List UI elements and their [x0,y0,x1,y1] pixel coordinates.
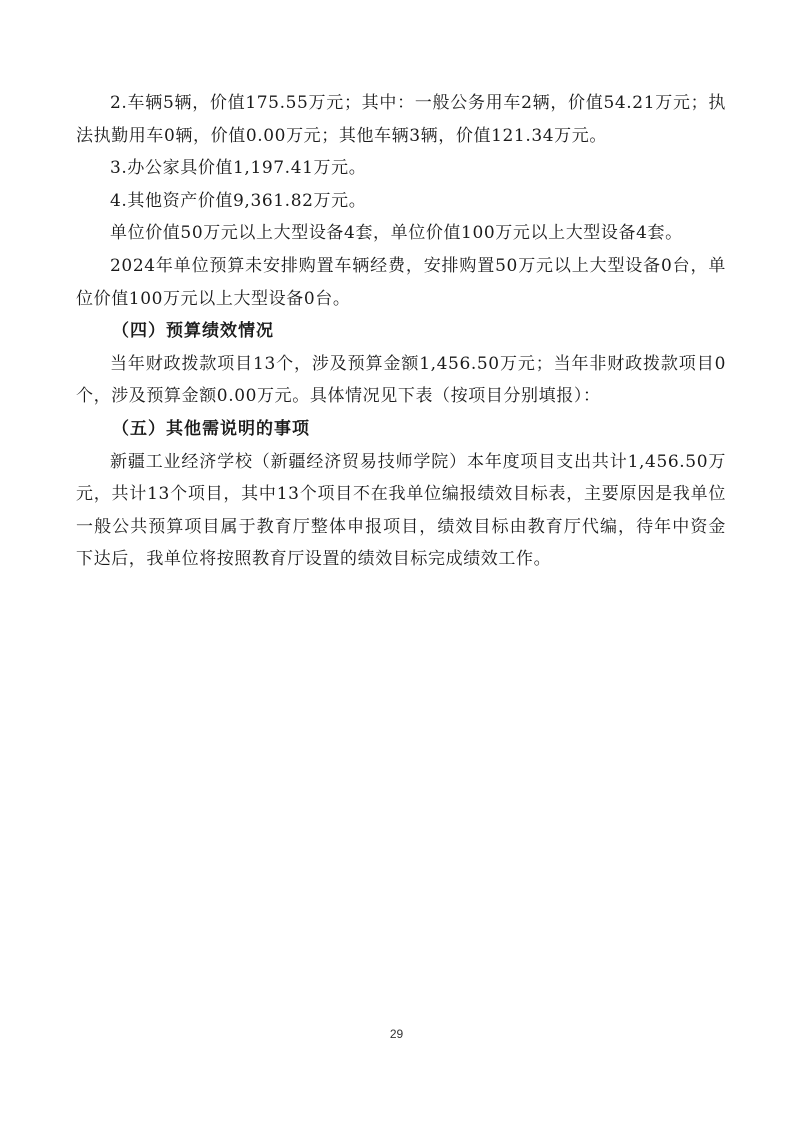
paragraph-other-matters: 新疆工业经济学校（新疆经济贸易技师学院）本年度项目支出共计1,456.50万元，共计13个项目，其中13个项目不在我单位编报绩效目标表，主要原因是我单位一般公共预算项目属于教育厅整体申报项目，绩效目标由教育厅代编，待年中资金下达后，我单位将按照教育厅设置的绩效目标完成绩效工作。 [76,451,726,570]
page-content [76,87,726,576]
page-number: 29 [389,1027,404,1041]
paragraph-2024-budget: 2024年单位预算未安排购置车辆经费，安排购置50万元以上大型设备0台，单位价值100万元以上大型设备0台。 [76,255,726,309]
paragraph-vehicles: 2.车辆5辆，价值175.55万元；其中：一般公务用车2辆，价值54.21万元；执法执勤用车0辆，价值0.00万元；其他车辆3辆，价值121.34万元。 [76,93,726,146]
paragraph-other-assets: 4.其他资产价值9,361.82万元。 [110,190,367,211]
paragraph-performance: 当年财政拨款项目13个，涉及预算金额1,456.50万元；当年非财政拨款项目0个，涉及预算金额0.00万元。具体情况见下表（按项目分别填报）： [76,353,726,407]
paragraph-office-furniture: 3.办公家具价值1,197.41万元。 [110,158,367,179]
paragraph-large-equipment: 单位价值50万元以上大型设备4套，单位价值100万元以上大型设备4套。 [110,223,683,244]
section-heading-performance: （四）预算绩效情况 [112,321,274,342]
section-heading-other-matters: （五）其他需说明的事项 [112,418,310,439]
